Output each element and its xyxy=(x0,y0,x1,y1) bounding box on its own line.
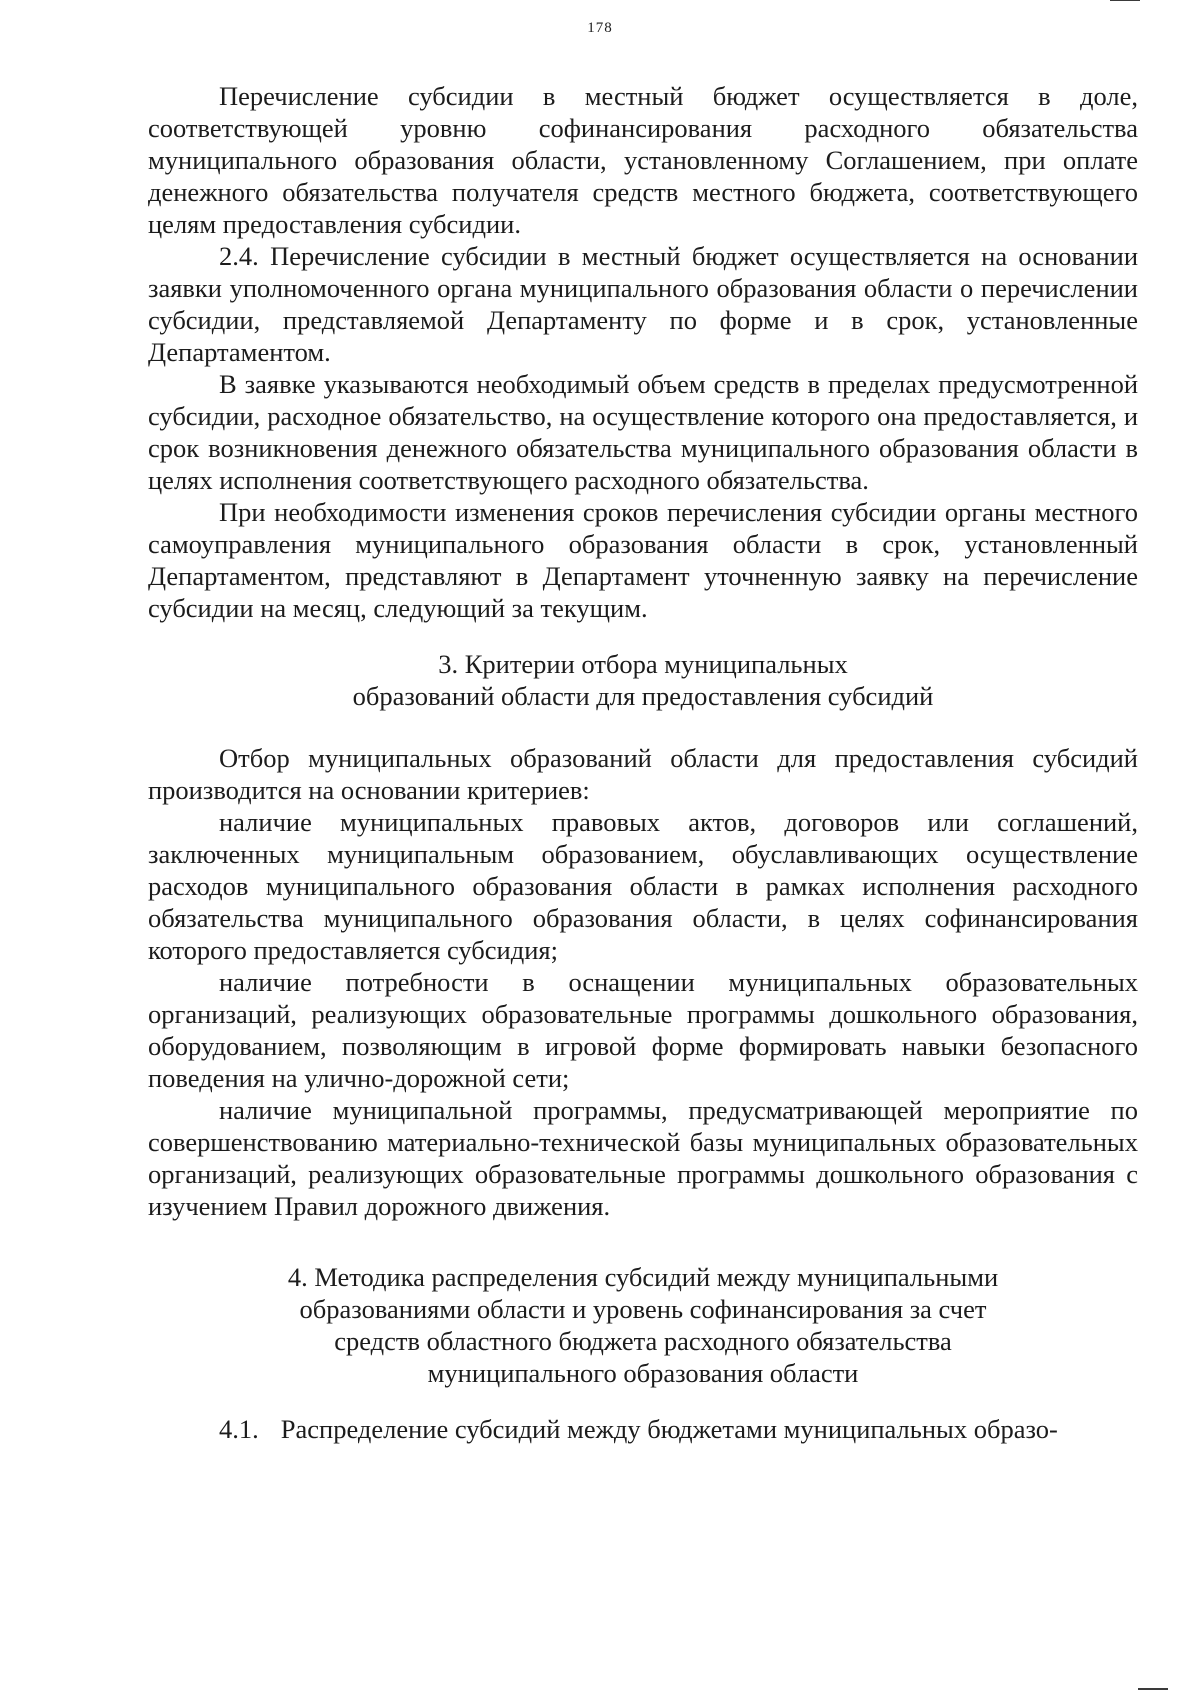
section-4-heading-line: средств областного бюджета расходного обязательства xyxy=(334,1326,952,1356)
section-4-heading xyxy=(148,1261,1138,1389)
paragraph-subsidy-transfer-share: Перечисление субсидии в местный бюджет осуществляется в доле, соответствующей уровню софинансирования расходного обязательства муниципального образования области, установленному Соглашением, при оплате денежного обязательства получателя средств местного бюджета, соответствующего целям предоставления субсидии. xyxy=(148,81,1138,239)
section-3-heading-line: образований области для предоставления субсидий xyxy=(352,681,934,711)
paragraph-clause-2-4: 2.4. Перечисление субсидии в местный бюджет осуществляется на основании заявки уполномоченного органа муниципального образования области о перечислении субсидии, представляемой Департаменту по форме и в срок, установленные Департаментом. xyxy=(148,241,1138,367)
section-4-heading-line: 4. Методика распределения субсидий между муниципальными xyxy=(287,1262,999,1292)
clause-4-1 xyxy=(148,1413,1138,1445)
section-3-body xyxy=(148,742,1138,1222)
clause-4-1-text: Распределение субсидий между бюджетами муниципальных образо- xyxy=(280,1414,1058,1444)
section-4-heading-line: образованиями области и уровень софинансирования за счет xyxy=(299,1294,987,1324)
scan-artifact-bottom-right xyxy=(1138,1688,1168,1690)
scan-artifact-top-right xyxy=(1110,0,1140,1)
section-3-heading xyxy=(148,648,1138,712)
paragraph-terms-change: При необходимости изменения сроков перечисления субсидии органы местного самоуправления муниципального образования области в срок, установленный Департаментом, представляют в Департамент уточненную заявку на перечисление субсидии на месяц, следующий за текущим. xyxy=(148,497,1138,623)
page-number: 178 xyxy=(587,20,613,36)
section-3-heading-line: 3. Критерии отбора муниципальных xyxy=(438,649,848,679)
criterion-legal-acts: наличие муниципальных правовых актов, договоров или соглашений, заключенных муниципальным образованием, обуславливающих осуществление расходов муниципального образования области в рамках исполнения расходного обязательства муниципального образования области, в целях софинансирования которого предоставляется субсидия; xyxy=(148,807,1138,965)
section-4-heading-line: муниципального образования области xyxy=(427,1358,859,1388)
section-4-body xyxy=(148,1413,1138,1445)
paragraph-application-contents: В заявке указываются необходимый объем средств в пределах предусмотренной субсидии, расходное обязательство, на осуществление которого она предоставляется, и срок возникновения денежного обязательства муниципального образования области в целях исполнения соответствующего расходного обязательства. xyxy=(148,369,1138,495)
criterion-municipal-program: наличие муниципальной программы, предусматривающей мероприятие по совершенствованию материально-технической базы муниципальных образовательных организаций, реализующих образовательные программы дошкольного образования с изучением Правил дорожного движения. xyxy=(148,1095,1138,1221)
document-body xyxy=(148,80,1138,624)
criterion-equipment-need: наличие потребности в оснащении муниципальных образовательных организаций, реализующих образовательные программы дошкольного образования, оборудованием, позволяющим в игровой форме формировать навыки безопасного поведения на улично-дорожной сети; xyxy=(148,967,1138,1093)
clause-4-1-number: 4.1. xyxy=(219,1414,259,1444)
paragraph-selection-intro: Отбор муниципальных образований области для предоставления субсидий производится на основании критериев: xyxy=(148,743,1138,805)
